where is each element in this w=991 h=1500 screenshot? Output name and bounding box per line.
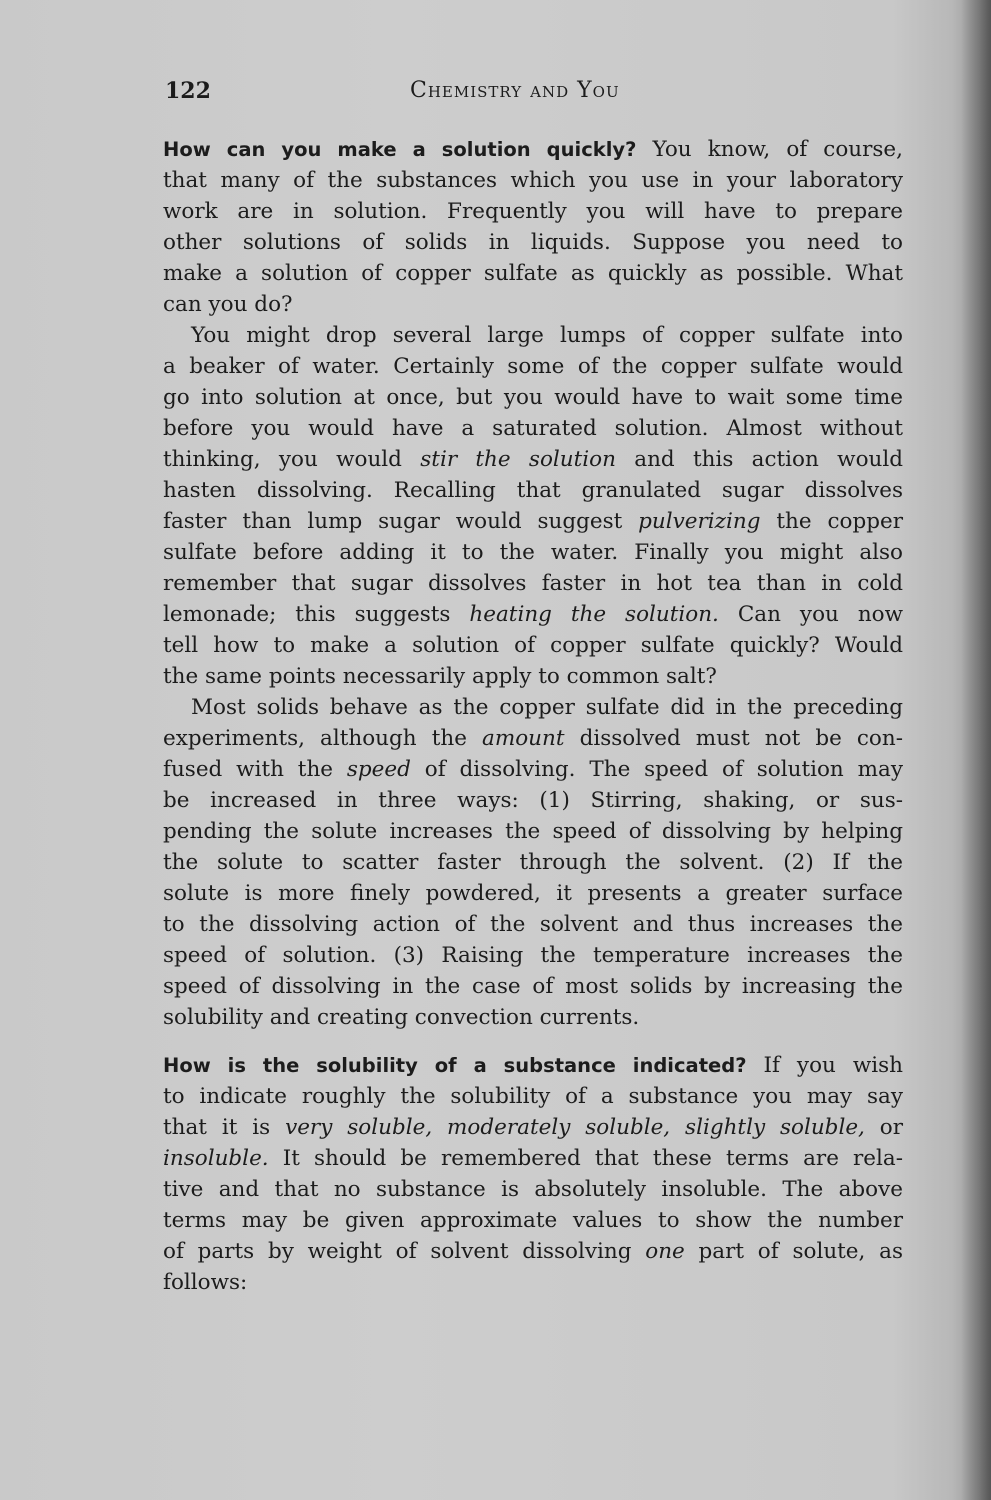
text-run: or: [864, 1115, 904, 1140]
text-run: of parts by weight of solvent dissolving: [163, 1239, 646, 1264]
text-run: dissolved must not be con-: [564, 726, 903, 751]
text-line: [163, 754, 903, 785]
paragraph-make-solution-quickly: [163, 134, 903, 320]
text-line: solubility and creating convection currents.: [163, 1005, 640, 1030]
emphasis-heating: heating the solution.: [469, 602, 719, 627]
text-line: speed of dissolving in the case of most solids by increasing the: [163, 974, 903, 999]
text-line: that many of the substances which you use in your laboratory: [163, 168, 903, 193]
text-line: tive and that no substance is absolutely insoluble. The above: [163, 1177, 903, 1202]
text-line: before you would have a saturated solution. Almost without: [163, 416, 903, 441]
emphasis-stir: stir the solution: [420, 447, 616, 472]
text-line: tell how to make a solution of copper sulfate quickly? Would: [163, 633, 903, 658]
text-run: the copper: [760, 509, 903, 534]
emphasis-one: one: [645, 1239, 685, 1264]
text-line: [163, 1050, 903, 1081]
text-line: to the dissolving action of the solvent and thus increases the: [163, 912, 903, 937]
body-text: [163, 134, 903, 1298]
text-line: other solutions of solids in liquids. Suppose you need to: [163, 230, 903, 255]
text-line: speed of solution. (3) Raising the temperature increases the: [163, 943, 903, 968]
paragraph-speed-of-solution: [163, 692, 903, 1033]
text-line: You might drop several large lumps of copper sulfate into: [191, 323, 903, 348]
text-line: Most solids behave as the copper sulfate did in the preceding: [191, 695, 903, 720]
text-line: the solute to scatter faster through the solvent. (2) If the: [163, 850, 903, 875]
text-run: that it is: [163, 1115, 286, 1140]
text-line: You know, of course,: [636, 137, 903, 162]
text-line: make a solution of copper sulfate as quickly as possible. What: [163, 261, 903, 286]
section-heading-solubility: How is the solubility of a substance indicated?: [163, 1054, 747, 1077]
emphasis-speed: speed: [346, 757, 411, 782]
text-line: sulfate before adding it to the water. Finally you might also: [163, 540, 903, 565]
text-line: solute is more finely powdered, it presents a greater surface: [163, 881, 903, 906]
text-line: [163, 1236, 903, 1267]
text-line: a beaker of water. Certainly some of the copper sulfate would: [163, 354, 903, 379]
running-title: Chemistry and You: [410, 78, 620, 103]
text-run: If you wish: [746, 1053, 903, 1078]
section-heading-make-solution: How can you make a solution quickly?: [163, 138, 637, 161]
page-number: 122: [165, 78, 211, 104]
emphasis-solubility-terms: very soluble, moderately soluble, slightly soluble,: [285, 1115, 865, 1140]
page-gutter-shadow: [961, 0, 991, 1500]
text-run: and this action would: [615, 447, 903, 472]
text-line: [163, 1143, 903, 1174]
text-run: It should be remembered that these terms are rela-: [268, 1146, 903, 1171]
emphasis-pulverizing: pulverizing: [638, 509, 761, 534]
text-line: pending the solute increases the speed of dissolving by helping: [163, 819, 903, 844]
text-run: thinking, you would: [163, 447, 421, 472]
text-line: can you do?: [163, 292, 293, 317]
running-head: [165, 78, 905, 110]
text-run: lemonade; this suggests: [163, 602, 470, 627]
emphasis-insoluble: insoluble.: [163, 1146, 269, 1171]
text-line: [163, 1112, 903, 1143]
text-line: remember that sugar dissolves faster in hot tea than in cold: [163, 571, 903, 596]
text-line: to indicate roughly the solubility of a substance you may say: [163, 1084, 903, 1109]
text-line: work are in solution. Frequently you will have to prepare: [163, 199, 903, 224]
text-line: go into solution at once, but you would have to wait some time: [163, 385, 903, 410]
text-run: Can you now: [718, 602, 904, 627]
text-run: experiments, although the: [163, 726, 482, 751]
paragraph-copper-sulfate-example: [163, 320, 903, 692]
text-line: [163, 506, 903, 537]
text-line: [163, 723, 903, 754]
text-line: terms may be given approximate values to show the number: [163, 1208, 903, 1233]
emphasis-amount: amount: [482, 726, 565, 751]
paragraph-solubility-indicated: [163, 1050, 903, 1298]
text-run: faster than lump sugar would suggest: [163, 509, 639, 534]
text-run: part of solute, as: [684, 1239, 903, 1264]
text-line: follows:: [163, 1270, 248, 1295]
text-line: hasten dissolving. Recalling that granulated sugar dissolves: [163, 478, 903, 503]
text-run: of dissolving. The speed of solution may: [410, 757, 903, 782]
text-line: be increased in three ways: (1) Stirring, shaking, or sus-: [163, 788, 903, 813]
text-line: [163, 444, 903, 475]
text-line: the same points necessarily apply to common salt?: [163, 664, 717, 689]
text-line: [163, 599, 903, 630]
text-run: fused with the: [163, 757, 347, 782]
